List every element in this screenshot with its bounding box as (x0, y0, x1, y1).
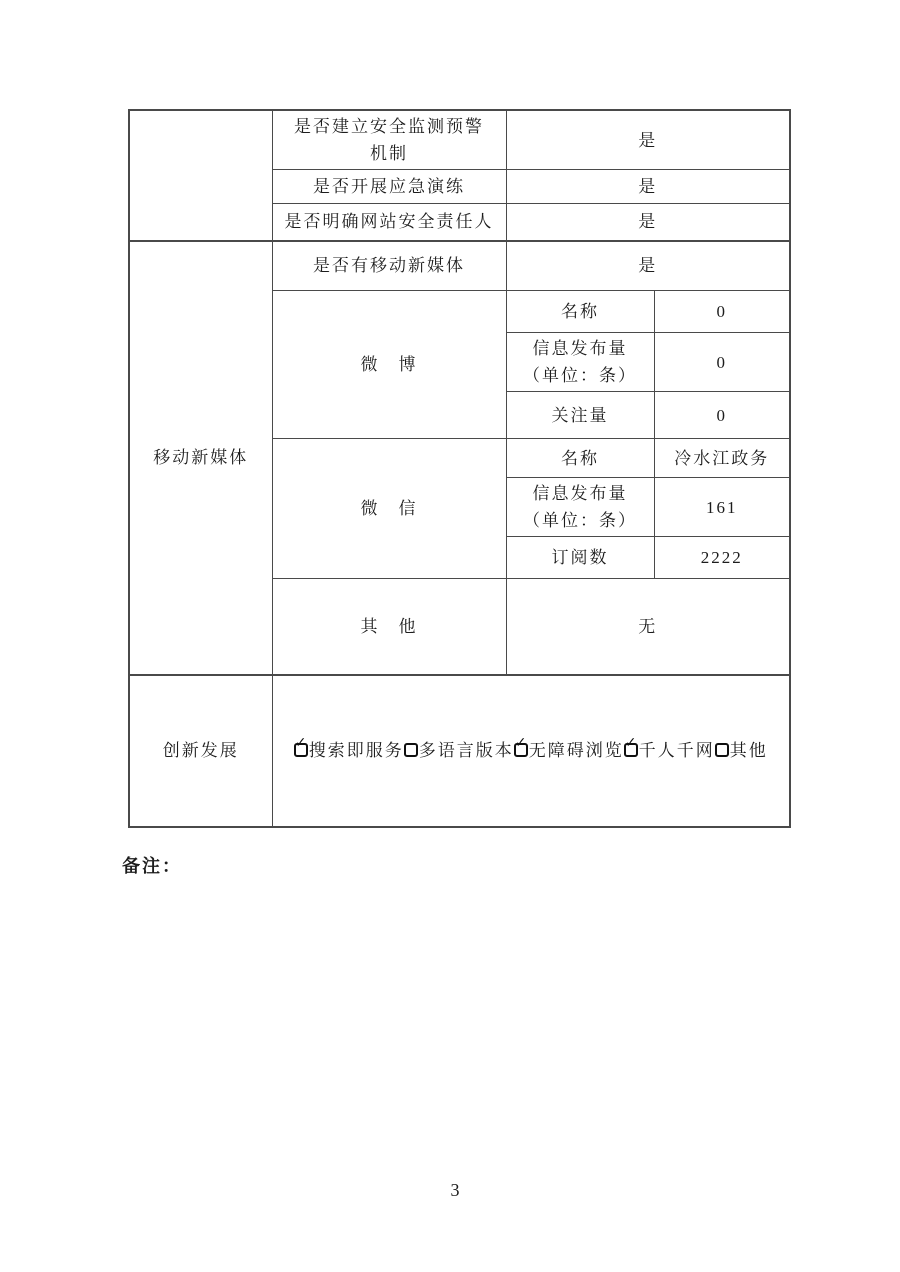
field-label-wechat-name: 名称 (506, 439, 654, 478)
field-value-wechat-name: 冷水江政务 (654, 439, 790, 478)
checkbox-icon[interactable] (715, 743, 729, 757)
innovation-option-label: 千人千网 (638, 741, 715, 760)
field-value: 是 (506, 241, 790, 291)
section-header-cell-empty (129, 110, 272, 241)
field-label-weibo-posts (506, 333, 654, 392)
innovation-option-other (715, 741, 768, 760)
annual-report-table (128, 109, 791, 828)
field-value-wechat-subscribers: 2222 (654, 537, 790, 579)
field-label-line: 是否建立安全监测预警 (294, 117, 484, 136)
field-label-has-mobile-media: 是否有移动新媒体 (272, 241, 506, 291)
innovation-option-accessibility (514, 741, 624, 760)
field-label-other-media: 其 他 (272, 579, 506, 675)
field-value-weibo-posts: 0 (654, 333, 790, 392)
innovation-option-personalized (624, 741, 715, 760)
field-label-weibo-name: 名称 (506, 291, 654, 333)
page-number: 3 (450, 1180, 460, 1200)
field-value: 是 (506, 110, 790, 170)
note-label: 备注： (122, 856, 182, 876)
table-row (129, 675, 790, 827)
innovation-option-label: 搜索即服务 (308, 741, 404, 760)
subsection-header-wechat: 微 信 (272, 439, 506, 579)
field-label-line: 机制 (370, 144, 408, 163)
field-value-weibo-followers: 0 (654, 392, 790, 439)
checkbox-icon[interactable] (514, 743, 528, 757)
field-label-line: （单位：条） (523, 366, 637, 385)
table-row (129, 241, 790, 291)
innovation-options-cell (272, 675, 790, 827)
innovation-option-label: 多语言版本 (418, 741, 514, 760)
section-header-innovation: 创新发展 (129, 675, 272, 827)
field-label-weibo-followers: 关注量 (506, 392, 654, 439)
field-label-line: （单位：条） (523, 511, 637, 530)
field-label-emergency-drill: 是否开展应急演练 (272, 170, 506, 204)
checkbox-icon[interactable] (404, 743, 418, 757)
table-row (129, 110, 790, 170)
checkbox-icon[interactable] (294, 743, 308, 757)
innovation-option-search-service (294, 741, 404, 760)
field-value: 是 (506, 170, 790, 204)
checkbox-icon[interactable] (624, 743, 638, 757)
subsection-header-weibo: 微 博 (272, 291, 506, 439)
field-label-line: 信息发布量 (532, 339, 628, 358)
field-label-line: 信息发布量 (532, 484, 628, 503)
innovation-option-label: 无障碍浏览 (528, 741, 624, 760)
field-value-other-media: 无 (506, 579, 790, 675)
field-label-security-responsible: 是否明确网站安全责任人 (272, 204, 506, 241)
innovation-option-label: 其他 (729, 741, 768, 760)
field-value: 是 (506, 204, 790, 241)
field-value-weibo-name: 0 (654, 291, 790, 333)
field-label-wechat-posts (506, 478, 654, 537)
field-value-wechat-posts: 161 (654, 478, 790, 537)
section-header-mobile-media: 移动新媒体 (129, 241, 272, 675)
innovation-option-multilingual (404, 741, 514, 760)
field-label-wechat-subscribers: 订阅数 (506, 537, 654, 579)
field-label-security-monitoring (272, 110, 506, 170)
